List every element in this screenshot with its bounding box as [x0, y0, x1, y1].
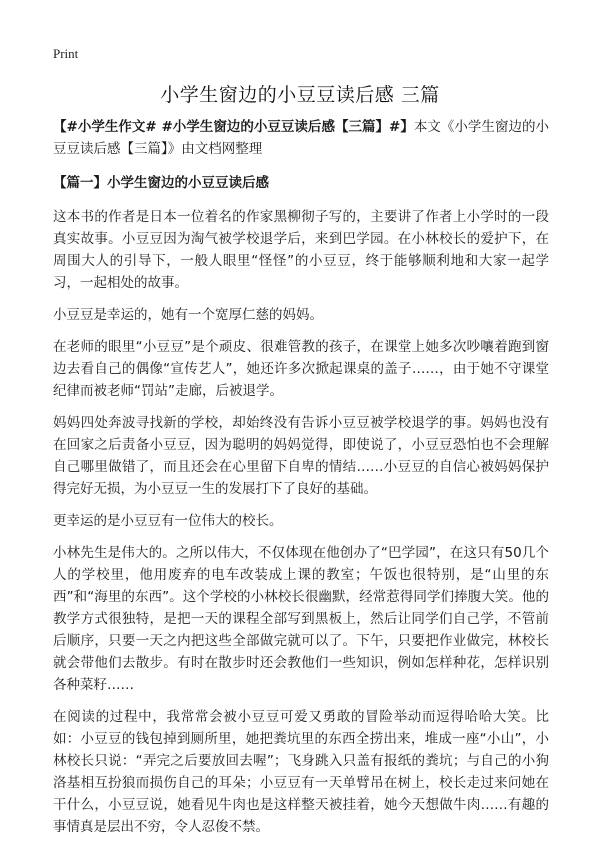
intro-paragraph	[53, 116, 549, 160]
paragraph-5: 更幸运的是小豆豆有一位伟大的校长。	[53, 513, 283, 529]
paragraph-3: 在老师的眼里“小豆豆”是个顽皮、很难管教的孩子，在课堂上她多次吵嚷着跑到窗边去看自己的偶像“宣传艺人”，她还许多次掀起课桌的盖子……，由于她不守课堂纪律而被老师“罚站”走廊，后被退学。	[53, 339, 549, 399]
paragraph-7: 在阅读的过程中，我常常会被小豆豆可爱又勇敢的冒险举动而逗得哈哈大笑。比如：小豆豆的钱包掉到厕所里，她把粪坑里的东西全捞出来，堆成一座“小山”，小林校长只说：“弄完之后要放回去喔”；飞身跳入只盖有报纸的粪坑；与自己的小狗洛基相互扮狼而损伤自己的耳朵；小豆豆有一天单臂吊在树上，校长走过来问她在干什么，小豆豆说，她看见牛肉也是这样整天被挂着，她今天想做牛肉……有趣的事情真是层出不穷，令人忍俊不禁。	[53, 709, 549, 835]
page-title: 小学生窗边的小豆豆读后感 三篇	[160, 84, 440, 106]
paragraph-2: 小豆豆是幸运的，她有一个宽厚仁慈的妈妈。	[53, 307, 323, 323]
paragraph-4: 妈妈四处奔波寻找新的学校，却始终没有告诉小豆豆被学校退学的事。妈妈也没有在回家之后责备小豆豆，因为聪明的妈妈觉得，即使说了，小豆豆恐怕也不会理解自己哪里做错了，而且还会在心里留下自卑的情结……小豆豆的自信心被妈妈保护得完好无损，为小豆豆一生的发展打下了良好的基础。	[53, 415, 549, 497]
paragraph-1: 这本书的作者是日本一位着名的作家黑柳彻子写的，主要讲了作者上小学时的一段真实故事。小豆豆因为淘气被学校退学后，来到巴学园。在小林校长的爱护下，在周围大人的引导下，一般人眼里“怪怪”的小豆豆，终于能够顺利地和大家一起学习，一起相处的故事。	[53, 209, 549, 291]
article-body	[53, 116, 549, 848]
section-heading: 【篇一】小学生窗边的小豆豆读后感	[53, 175, 269, 191]
paragraph-6: 小林先生是伟大的。之所以伟大，不仅体现在他创办了“巴学园”，在这只有50几个人的学校里，他用废弃的电车改装成上课的教室；午饭也很特别，是“山里的东西”和“海里的东西”。这个学校的小林校长很幽默，经常惹得同学们捧腹大笑。他的教学方式很独特，是把一天的课程全部写到黑板上，然后让同学们自己学，不管前后顺序，只要一天之内把这些全部做完就可以了。下午，只要把作业做完，林校长就会带他们去散步。有时在散步时还会教他们一些知识，例如怎样种花，怎样识别各种菜籽……	[53, 545, 549, 693]
intro-tags: 【#小学生作文# #小学生窗边的小豆豆读后感【三篇】#】	[53, 119, 414, 135]
print-label: Print	[53, 46, 79, 61]
intro-text: 本文《小学生窗边的小豆豆读后感【三篇】》由文档网整理	[53, 119, 549, 157]
